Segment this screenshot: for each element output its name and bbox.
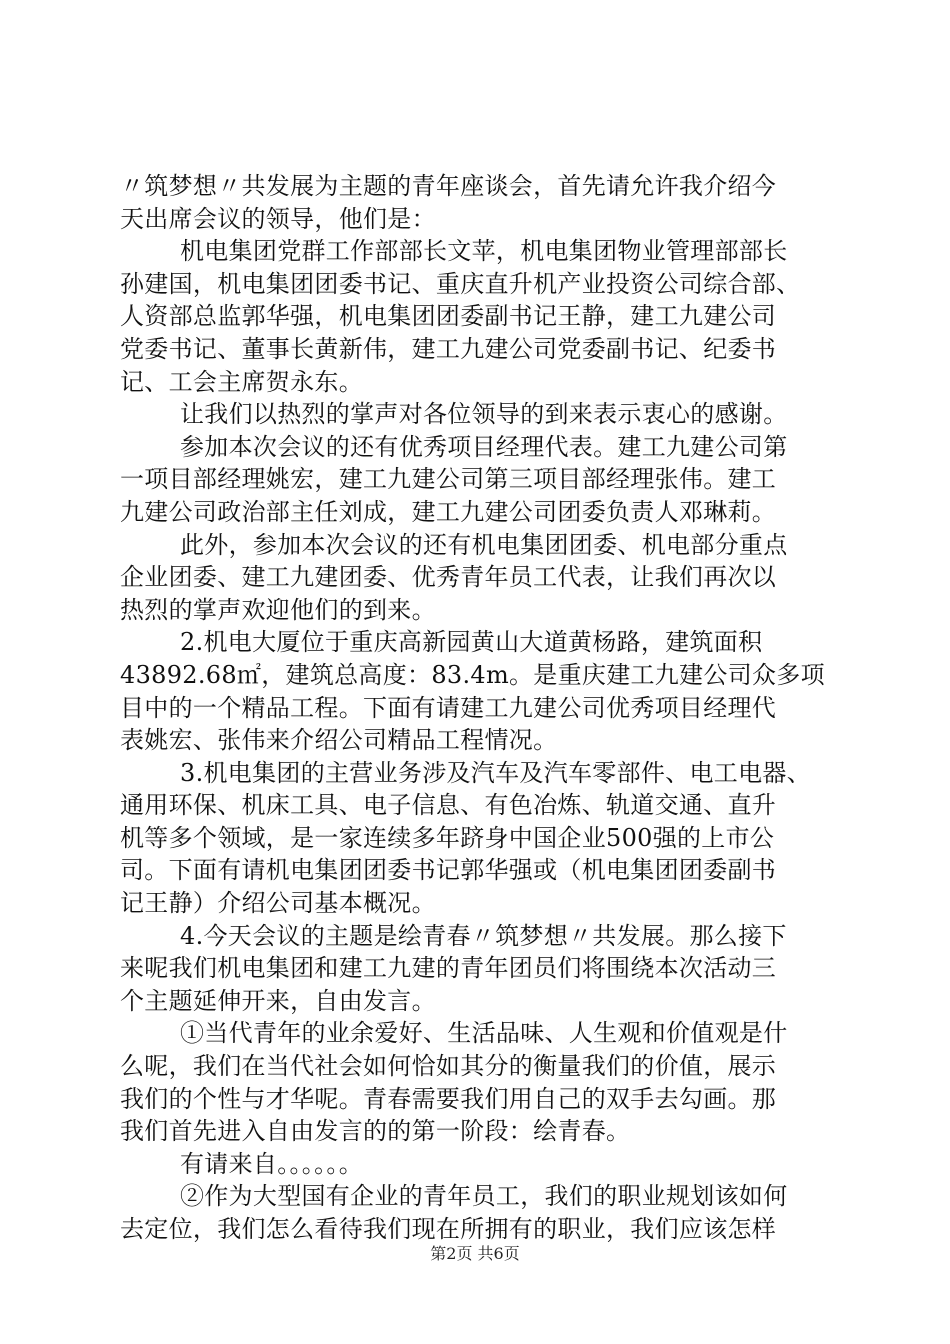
text-line: 热烈的掌声欢迎他们的到来。 [120, 595, 436, 624]
text-line: 司。下面有请机电集团团委书记郭华强或（机电集团团委副书 [120, 856, 777, 885]
text-line: 九建公司政治部主任刘成，建工九建公司团委负责人邓琳莉。 [120, 497, 777, 526]
text-line: ②作为大型国有企业的青年员工，我们的职业规划该如何 [180, 1182, 788, 1211]
page-footer: 第2页 共6页 [430, 1244, 520, 1263]
text-line: 我们的个性与才华呢。青春需要我们用自己的双手去勾画。那 [120, 1084, 777, 1113]
text-line: 记王静）介绍公司基本概况。 [120, 889, 436, 918]
text-line: 个主题延伸开来，自由发言。 [120, 986, 436, 1015]
text-line: 记、工会主席贺永东。 [120, 367, 363, 396]
text-line: 4.今天会议的主题是绘青春〃筑梦想〃共发展。那么接下 [180, 921, 787, 950]
text-line: 参加本次会议的还有优秀项目经理代表。建工九建公司第 [180, 432, 788, 461]
text-line: 一项目部经理姚宏，建工九建公司第三项目部经理张伟。建工 [120, 465, 777, 494]
text-line: 机等多个领域，是一家连续多年跻身中国企业500强的上市公 [120, 823, 775, 852]
text-line: 天出席会议的领导，他们是： [120, 204, 436, 233]
text-line: 来呢我们机电集团和建工九建的青年团员们将围绕本次活动三 [120, 954, 777, 983]
text-line: 43892.68㎡，建筑总高度：83.4m。是重庆建工九建公司众多项 [120, 660, 825, 689]
text-line: 〃筑梦想〃共发展为主题的青年座谈会，首先请允许我介绍今 [120, 172, 777, 200]
text-line: 么呢，我们在当代社会如何恰如其分的衡量我们的价值，展示 [120, 1052, 777, 1081]
text-line: 目中的一个精品工程。下面有请建工九建公司优秀项目经理代 [120, 693, 777, 722]
text-line: 表姚宏、张伟来介绍公司精品工程情况。 [120, 726, 558, 755]
text-line: 我们首先进入自由发言的的第一阶段：绘青春。 [120, 1117, 631, 1146]
text-line: 此外，参加本次会议的还有机电集团团委、机电部分重点 [180, 530, 788, 559]
text-line: 通用环保、机床工具、电子信息、有色冶炼、轨道交通、直升 [120, 791, 777, 820]
text-line: 3.机电集团的主营业务涉及汽车及汽车零部件、电工电器、 [180, 758, 811, 787]
text-line: 去定位，我们怎么看待我们现在所拥有的职业，我们应该怎样 [120, 1215, 777, 1243]
text-line: 孙建国，机电集团团委书记、重庆直升机产业投资公司综合部、 [120, 269, 801, 298]
text-line: 人资部总监郭华强，机电集团团委副书记王静，建工九建公司 [120, 302, 777, 331]
text-line: 企业团委、建工九建团委、优秀青年员工代表，让我们再次以 [120, 563, 777, 592]
text-line: 2.机电大厦位于重庆高新园黄山大道黄杨路，建筑面积 [180, 628, 763, 657]
text-line: 有请来自。。。。。。 [180, 1149, 363, 1178]
text-line: ①当代青年的业余爱好、生活品味、人生观和价值观是什 [180, 1019, 788, 1048]
document-body [120, 170, 832, 1246]
text-line: 让我们以热烈的掌声对各位领导的到来表示衷心的感谢。 [180, 400, 788, 429]
text-line: 党委书记、董事长黄新伟，建工九建公司党委副书记、纪委书 [120, 334, 777, 363]
text-line: 机电集团党群工作部部长文苹，机电集团物业管理部部长 [180, 237, 788, 266]
